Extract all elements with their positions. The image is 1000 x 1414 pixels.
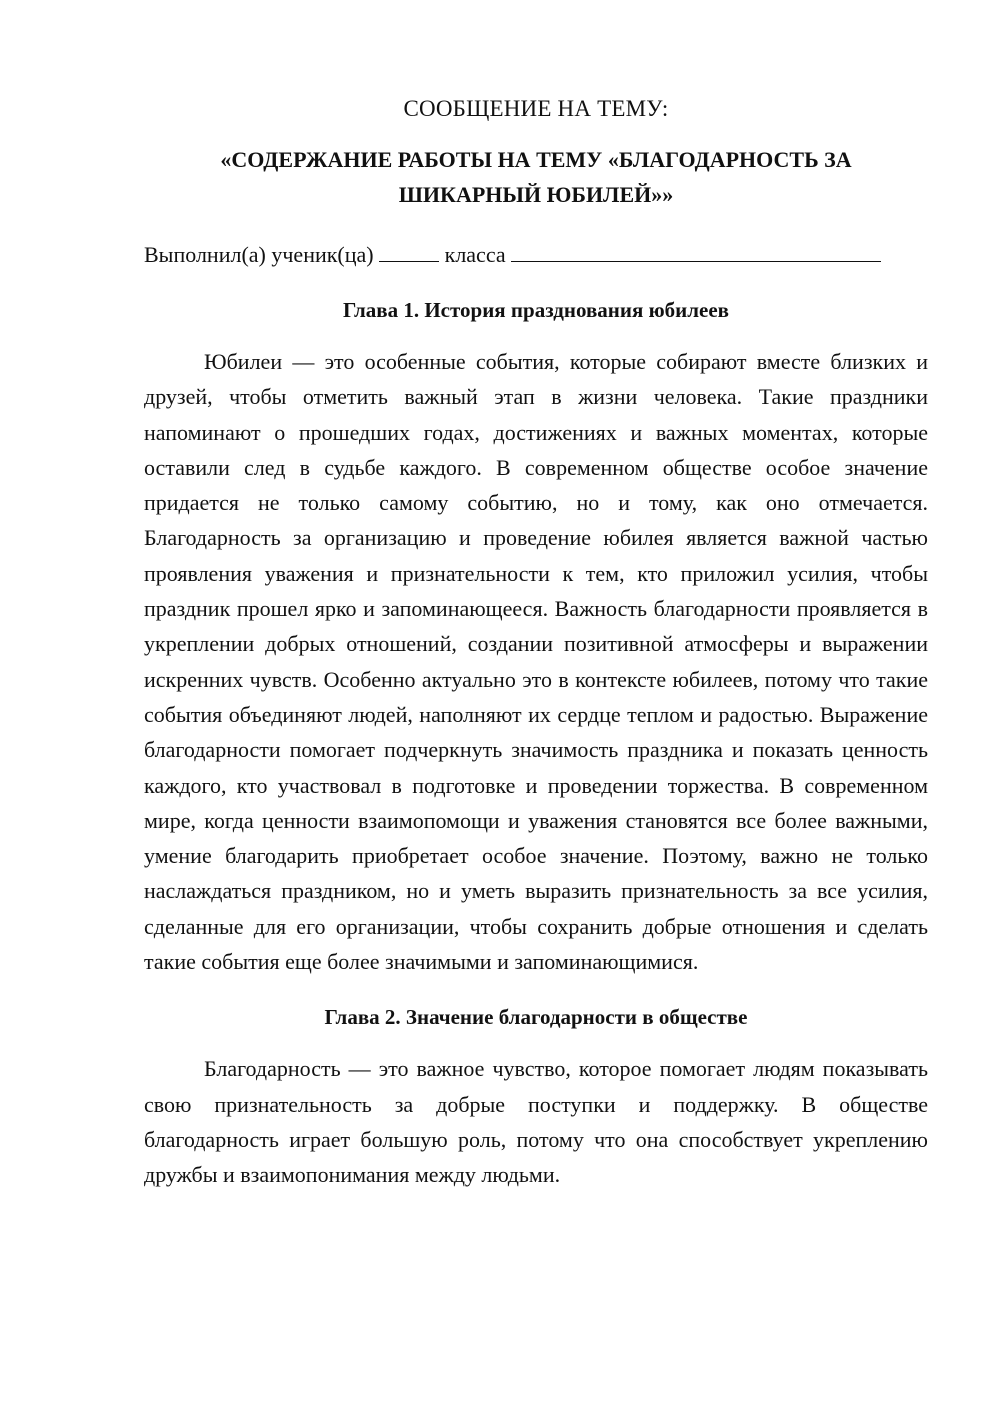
chapter-1-title: Глава 1. История празднования юбилеев <box>342 298 730 322</box>
name-blank <box>511 239 881 262</box>
author-line <box>144 238 928 272</box>
document-title-line-1: «СОДЕРЖАНИЕ РАБОТЫ НА ТЕМУ «БЛАГОДАРНОСТЬ ЗА <box>220 147 852 172</box>
grade-blank <box>379 239 439 262</box>
chapter-2-paragraph: Благодарность — это важное чувство, которое помогает людям показывать свою признательность за добрые поступки и поддержку. В обществе благодарность играет большую роль, потому что она способствует укреплению дружбы и взаимопонимания между людьми. <box>144 1056 928 1188</box>
document-title-line-2: ШИКАРНЫЙ ЮБИЛЕЙ»» <box>398 182 674 207</box>
document-heading: СООБЩЕНИЕ НА ТЕМУ: <box>403 96 669 121</box>
document-title <box>144 142 928 212</box>
chapter-1-paragraph: Юбилеи — это особенные события, которые собирают вместе близких и друзей, чтобы отметить важный этап в жизни человека. Такие праздники напоминают о прошедших годах, достижениях и важных моментах, которые оставили след в судьбе каждого. В современном обществе особое значение придается не только самому событию, но и тому, как оно отмечается. Благодарность за организацию и проведение юбилея является важной частью проявления уважения и признательности к тем, кто приложил усилия, чтобы праздник прошел ярко и запоминающееся. Важность благодарности проявляется в укреплении добрых отношений, создании позитивной атмосферы и выражении искренних чувств. Особенно актуально это в контексте юбилеев, потому что такие события объединяют людей, наполняют их сердце теплом и радостью. Выражение благодарности помогает подчеркнуть значимость праздника и показать ценность каждого, кто участвовал в подготовке и проведении торжества. В современном мире, когда ценности взаимопомощи и уважения становятся все более важными, умение благодарить приобретает особое значение. Поэтому, важно не только наслаждаться праздником, но и уметь выразить признательность за все усилия, сделанные для его организации, чтобы сохранить добрые отношения и сделать такие события еще более значимыми и запоминающимися. <box>144 349 928 975</box>
document-page <box>144 92 928 1193</box>
author-middle: класса <box>444 242 506 267</box>
chapter-2-title: Глава 2. Значение благодарности в обществе <box>324 1005 748 1030</box>
author-prefix: Выполнил(а) ученик(ца) <box>144 242 374 267</box>
